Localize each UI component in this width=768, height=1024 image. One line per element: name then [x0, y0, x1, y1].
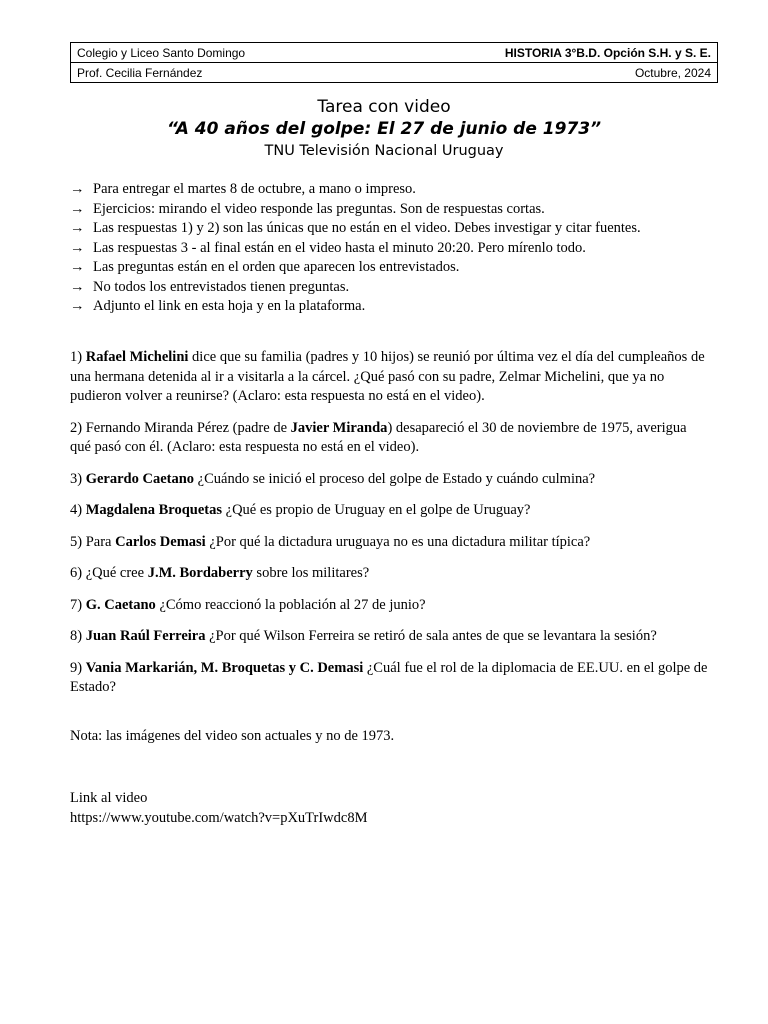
- instruction-item: [70, 258, 730, 278]
- arrow-icon: →: [70, 181, 85, 197]
- instruction-text: Las respuestas 1) y 2) son las únicas que no están en el video. Debes investigar y citar fuentes.: [93, 220, 641, 236]
- question-prefix: 5) Para: [70, 533, 116, 550]
- interviewee-name: Javier Miranda: [290, 419, 388, 436]
- interviewee-name: Carlos Demasi: [115, 533, 206, 550]
- question-5: [70, 533, 710, 553]
- question-1: [70, 348, 710, 407]
- page-subtitle: “A 40 años del golpe: El 27 de junio de 1973”: [166, 119, 602, 139]
- instruction-item: [70, 278, 730, 298]
- question-3: [70, 470, 710, 490]
- video-note: Nota: las imágenes del video son actuales y no de 1973.: [70, 728, 395, 744]
- question-text: ¿Cómo reaccionó la población al 27 de junio?: [155, 596, 426, 613]
- instruction-item: [70, 180, 730, 200]
- teacher-name: Prof. Cecilia Fernández: [77, 65, 203, 80]
- question-prefix: 4): [70, 502, 86, 518]
- question-9: [70, 659, 710, 698]
- question-prefix: 8): [70, 628, 86, 644]
- instruction-text: No todos los entrevistados tienen preguntas.: [93, 278, 350, 295]
- instructions-list: [70, 180, 730, 317]
- instruction-text: Ejercicios: mirando el video responde las preguntas. Son de respuestas cortas.: [93, 200, 545, 217]
- instruction-item: [70, 200, 730, 220]
- question-text: ¿Cuál fue el rol de la diplomacia de EE.UU. en el golpe de Estado?: [70, 659, 708, 695]
- header-date: Octubre, 2024: [634, 65, 711, 80]
- instruction-text: Las preguntas están en el orden que aparecen los entrevistados.: [93, 259, 460, 275]
- interviewee-name: J.M. Bordaberry: [147, 565, 253, 581]
- school-name: Colegio y Liceo Santo Domingo: [71, 43, 364, 63]
- question-6: [70, 564, 710, 584]
- question-prefix: 1): [70, 349, 86, 365]
- interviewee-name: Vania Markarián, M. Broquetas y C. Demasi: [85, 659, 364, 676]
- arrow-icon: →: [70, 278, 85, 295]
- subject-info: HISTORIA 3°B.D. Opción S.H. y S. E.: [363, 43, 717, 63]
- video-link-url[interactable]: https://www.youtube.com/watch?v=pXuTrIwdc8M: [70, 809, 368, 826]
- arrow-icon: →: [70, 298, 85, 314]
- question-text: ¿Cuándo se inició el proceso del golpe de Estado y cuándo culmina?: [194, 470, 596, 487]
- instruction-item: [70, 297, 730, 317]
- instruction-text: Las respuestas 3 - al final están en el video hasta el minuto 20:20. Pero mírenlo todo.: [93, 239, 586, 256]
- instruction-text: Adjunto el link en esta hoja y en la plataforma.: [93, 298, 366, 314]
- interviewee-name: Gerardo Caetano: [85, 470, 195, 487]
- arrow-icon: →: [70, 220, 85, 236]
- interviewee-name: Rafael Michelini: [85, 349, 189, 365]
- question-7: [70, 596, 710, 616]
- instruction-text: Para entregar el martes 8 de octubre, a mano o impreso.: [93, 181, 416, 197]
- instruction-item: [70, 239, 730, 259]
- channel-name: TNU Televisión Nacional Uruguay: [264, 143, 504, 159]
- title-block: [0, 96, 768, 162]
- question-prefix: 9): [70, 659, 86, 676]
- question-prefix: 6) ¿Qué cree: [70, 565, 148, 581]
- question-prefix: 3): [70, 470, 86, 487]
- arrow-icon: →: [70, 200, 85, 217]
- interviewee-name: Juan Raúl Ferreira: [85, 628, 206, 644]
- interviewee-name: Magdalena Broquetas: [85, 502, 223, 518]
- question-text: ¿Qué es propio de Uruguay en el golpe de Uruguay?: [222, 502, 531, 518]
- interviewee-name: G. Caetano: [85, 596, 156, 613]
- questions-list: [70, 348, 710, 710]
- instruction-item: [70, 219, 730, 239]
- video-link-block: [70, 789, 710, 828]
- question-text: ¿Por qué la dictadura uruguaya no es una dictadura militar típica?: [205, 533, 591, 550]
- video-link-label: Link al video: [70, 790, 148, 806]
- question-text: sobre los militares?: [252, 565, 370, 581]
- question-prefix: 2) Fernando Miranda Pérez (padre de: [70, 419, 291, 436]
- question-prefix: 7): [70, 596, 86, 613]
- arrow-icon: →: [70, 239, 85, 256]
- question-text: dice que su familia (padres y 10 hijos) se reunió por última vez el día del cumpleaños de una hermana detenida al ir a visitarla a la cárcel. ¿Qué pasó con su padre, Zelmar Michelini, que ya no pudieron volver a reunirse? (Aclaro: esta respuesta no está en el video).: [70, 349, 705, 404]
- question-8: [70, 627, 710, 647]
- question-2: [70, 419, 710, 458]
- question-text: ¿Por qué Wilson Ferreira se retiró de sala antes de que se levantara la sesión?: [205, 628, 657, 644]
- header-table: [70, 42, 718, 83]
- question-4: [70, 501, 710, 521]
- arrow-icon: →: [70, 259, 85, 275]
- page-title: Tarea con video: [317, 97, 451, 117]
- question-text: ) desapareció el 30 de noviembre de 1975, averigua qué pasó con él. (Aclaro: esta respuesta no está en el video).: [70, 419, 687, 455]
